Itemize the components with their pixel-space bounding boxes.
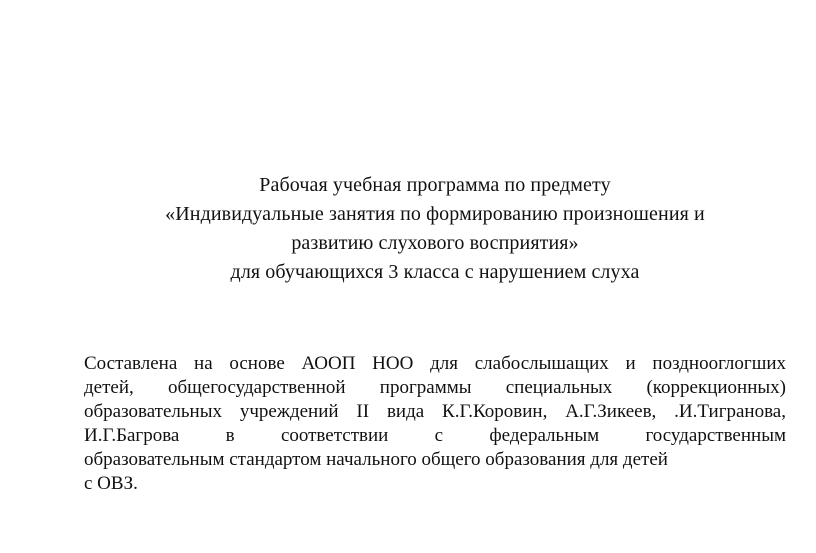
title-line-4: для обучающихся 3 класса с нарушением слуха [230,261,640,283]
description-line-5: образовательным стандартом начального общего образования для детей [84,449,668,470]
title-line-2: «Индивидуальные занятия по формированию произношения и [165,203,705,225]
program-description [84,352,786,496]
description-line-4: И.Г.Багрова в соответствии с федеральным государственным [84,425,786,446]
title-line-1: Рабочая учебная программа по предмету [259,174,611,196]
description-line-6: с ОВЗ. [84,473,138,494]
description-line-2: детей, общегосударственной программы специальных (коррекционных) [84,377,786,398]
description-line-1: Составлена на основе АООП НОО для слабослышащих и позднооглогших [84,353,786,374]
program-title [60,171,810,287]
title-line-3: развитию слухового восприятия» [291,232,579,254]
description-line-3: образовательных учреждений II вида К.Г.Коровин, А.Г.Зикеев, .И.Тигранова, [84,401,786,422]
